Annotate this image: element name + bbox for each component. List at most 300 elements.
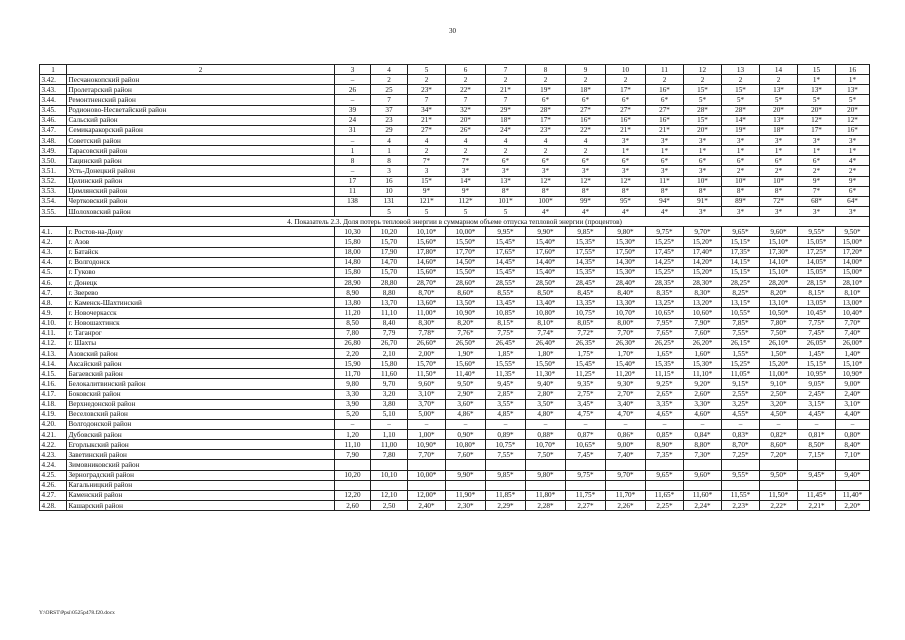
value-cell: 5 — [446, 206, 486, 216]
value-cell: 29 — [371, 125, 408, 135]
value-cell: 23 — [371, 115, 408, 125]
value-cell: 15,25* — [646, 267, 684, 277]
value-cell: 10* — [760, 176, 798, 186]
value-cell — [566, 480, 606, 490]
value-cell: 10,50* — [760, 308, 798, 318]
column-number: 3 — [335, 65, 371, 75]
value-cell: 1* — [836, 75, 870, 85]
value-cell: 26,80 — [335, 338, 371, 348]
row-number: 4.23. — [40, 450, 67, 460]
value-cell: 15,50* — [446, 267, 486, 277]
value-cell: 11,70 — [335, 369, 371, 379]
value-cell: 15,20* — [760, 359, 798, 369]
value-cell: 8,40* — [606, 288, 646, 298]
value-cell: 15,50* — [446, 237, 486, 247]
value-cell: 1,40* — [836, 348, 870, 358]
value-cell: 9,10* — [760, 379, 798, 389]
value-cell: 9,70* — [606, 470, 646, 480]
value-cell: 16* — [566, 115, 606, 125]
value-cell: 9,20* — [684, 379, 722, 389]
value-cell: 26,30* — [606, 338, 646, 348]
row-number: 4.25. — [40, 470, 67, 480]
value-cell: 2,70* — [606, 389, 646, 399]
value-cell: 2 — [486, 75, 526, 85]
row-number: 4.9. — [40, 308, 67, 318]
value-cell: 15,00* — [836, 267, 870, 277]
value-cell: – — [684, 419, 722, 429]
value-cell: 2,40* — [408, 501, 446, 511]
value-cell: 28,25* — [722, 277, 760, 287]
value-cell: 3,70* — [408, 399, 446, 409]
table-row — [40, 85, 870, 95]
value-cell: 1,50* — [760, 348, 798, 358]
value-cell: 3* — [684, 166, 722, 176]
value-cell: 2,23* — [722, 501, 760, 511]
value-cell: 14,25* — [646, 257, 684, 267]
value-cell: 21* — [646, 125, 684, 135]
value-cell: 2 — [446, 75, 486, 85]
section-row — [40, 217, 870, 227]
value-cell: 34* — [408, 105, 446, 115]
value-cell: 28,30* — [684, 277, 722, 287]
value-cell: 2* — [836, 166, 870, 176]
value-cell: 13,70 — [371, 298, 408, 308]
value-cell: 13,35* — [566, 298, 606, 308]
value-cell: 0,85* — [646, 430, 684, 440]
value-cell: 28,15* — [798, 277, 836, 287]
row-number: 3.43. — [40, 85, 67, 95]
value-cell: 11,75* — [566, 490, 606, 500]
value-cell: 13* — [760, 115, 798, 125]
value-cell: 3* — [798, 135, 836, 145]
value-cell: 10,10 — [371, 470, 408, 480]
column-number: 7 — [486, 65, 526, 75]
value-cell: 28,50* — [526, 277, 566, 287]
value-cell: 17,25* — [798, 247, 836, 257]
region-name: Кашарский район — [67, 501, 335, 511]
value-cell: 9,60* — [408, 379, 446, 389]
value-cell: 10,55* — [722, 308, 760, 318]
value-cell: 91* — [684, 196, 722, 206]
value-cell: 7,90* — [684, 318, 722, 328]
value-cell: 11,00* — [408, 308, 446, 318]
value-cell: 11,80* — [526, 490, 566, 500]
value-cell: 12* — [566, 176, 606, 186]
value-cell: 5 — [371, 206, 408, 216]
value-cell: 9,70 — [371, 379, 408, 389]
region-name: г. Таганрог — [67, 328, 335, 338]
value-cell: 9,40* — [836, 470, 870, 480]
value-cell: 6* — [526, 95, 566, 105]
column-number: 9 — [566, 65, 606, 75]
row-number: 4.12. — [40, 338, 67, 348]
value-cell: 7,70* — [408, 450, 446, 460]
value-cell: 10,80* — [526, 308, 566, 318]
value-cell: 26 — [335, 85, 371, 95]
value-cell: 27* — [646, 105, 684, 115]
value-cell: 5* — [836, 95, 870, 105]
table-row — [40, 430, 870, 440]
value-cell: 2,50* — [760, 389, 798, 399]
value-cell: 7* — [798, 186, 836, 196]
table-row — [40, 115, 870, 125]
value-cell: 4* — [836, 156, 870, 166]
value-cell: 16 — [371, 176, 408, 186]
value-cell: 4,55* — [722, 409, 760, 419]
value-cell: 16* — [646, 85, 684, 95]
value-cell: 10,80* — [446, 440, 486, 450]
value-cell: 99* — [566, 196, 606, 206]
table-row — [40, 227, 870, 237]
value-cell: 2 — [486, 146, 526, 156]
value-cell: – — [760, 419, 798, 429]
table-row — [40, 470, 870, 480]
row-number: 3.51. — [40, 166, 67, 176]
value-cell — [836, 460, 870, 470]
value-cell: 7,80* — [760, 318, 798, 328]
value-cell: 17,45* — [646, 247, 684, 257]
value-cell: 20* — [836, 105, 870, 115]
value-cell: 17,30* — [760, 247, 798, 257]
value-cell: 9,50* — [760, 470, 798, 480]
value-cell: 8 — [371, 156, 408, 166]
value-cell: 9,50* — [836, 227, 870, 237]
value-cell: 8,55* — [486, 288, 526, 298]
value-cell — [760, 460, 798, 470]
value-cell: 9,65* — [722, 227, 760, 237]
value-cell: 3,20 — [371, 389, 408, 399]
value-cell: 2* — [722, 166, 760, 176]
value-cell: 11,00* — [760, 369, 798, 379]
table-row — [40, 338, 870, 348]
value-cell: 28,20* — [760, 277, 798, 287]
region-name: г. Донецк — [67, 277, 335, 287]
value-cell: 3,35* — [646, 399, 684, 409]
value-cell: 11,20 — [335, 308, 371, 318]
value-cell: 26,50* — [446, 338, 486, 348]
table-row — [40, 419, 870, 429]
value-cell: 6* — [836, 186, 870, 196]
value-cell: 2 — [684, 75, 722, 85]
value-cell: – — [722, 419, 760, 429]
value-cell: 3* — [526, 166, 566, 176]
value-cell: 13,60* — [408, 298, 446, 308]
column-number: 11 — [646, 65, 684, 75]
row-number: 4.4. — [40, 257, 67, 267]
region-name: г. Гуково — [67, 267, 335, 277]
value-cell: – — [335, 95, 371, 105]
value-cell: 3* — [836, 135, 870, 145]
column-number: 10 — [606, 65, 646, 75]
region-name: Азовский район — [67, 348, 335, 358]
value-cell: 39 — [335, 105, 371, 115]
value-cell: 5* — [722, 95, 760, 105]
value-cell: – — [408, 419, 446, 429]
value-cell: 9,60* — [760, 227, 798, 237]
value-cell: 4,86* — [446, 409, 486, 419]
row-number: 3.50. — [40, 156, 67, 166]
value-cell: 8 — [335, 156, 371, 166]
value-cell: 6* — [566, 156, 606, 166]
value-cell: 17,35* — [722, 247, 760, 257]
value-cell: 7,60* — [684, 328, 722, 338]
value-cell: 15,20* — [684, 237, 722, 247]
value-cell: 2,45* — [798, 389, 836, 399]
value-cell: 2,26* — [606, 501, 646, 511]
value-cell: 1* — [646, 146, 684, 156]
value-cell: 17,50* — [606, 247, 646, 257]
value-cell: 2,20 — [335, 348, 371, 358]
value-cell: 24* — [486, 125, 526, 135]
value-cell: 7,85* — [722, 318, 760, 328]
value-cell: 4,45* — [798, 409, 836, 419]
value-cell: 4,75* — [566, 409, 606, 419]
value-cell: 7,70* — [836, 318, 870, 328]
value-cell: 7,95* — [646, 318, 684, 328]
table-row — [40, 440, 870, 450]
value-cell: 5,10 — [371, 409, 408, 419]
value-cell: 18* — [486, 115, 526, 125]
value-cell: 10,00* — [446, 227, 486, 237]
value-cell: 10,00* — [408, 470, 446, 480]
value-cell: 15,10* — [760, 267, 798, 277]
value-cell: 14,40* — [526, 257, 566, 267]
table-row — [40, 288, 870, 298]
value-cell — [408, 460, 446, 470]
value-cell: 15,40* — [526, 267, 566, 277]
region-name: Кагальницкий район — [67, 480, 335, 490]
value-cell: 2,40* — [836, 389, 870, 399]
value-cell: 17,90 — [371, 247, 408, 257]
value-cell: 15,30* — [684, 359, 722, 369]
value-cell: 9,75* — [646, 227, 684, 237]
table-row — [40, 196, 870, 206]
value-cell: 3* — [760, 135, 798, 145]
value-cell — [722, 480, 760, 490]
value-cell: 2,65* — [646, 389, 684, 399]
value-cell: 10,90* — [836, 369, 870, 379]
row-number: 3.53. — [40, 186, 67, 196]
value-cell: 13* — [836, 85, 870, 95]
value-cell — [446, 480, 486, 490]
file-path-footer: Y:\ORST\Ppsi\0525p478.f20.docx — [39, 610, 115, 616]
value-cell: 10,75* — [486, 440, 526, 450]
value-cell: 16* — [646, 115, 684, 125]
value-cell: 2 — [760, 75, 798, 85]
table-row — [40, 298, 870, 308]
region-name: Зимовниковский район — [67, 460, 335, 470]
value-cell: 15,35* — [566, 237, 606, 247]
value-cell: 9,85* — [566, 227, 606, 237]
value-cell: 15,15* — [722, 237, 760, 247]
table-row — [40, 369, 870, 379]
value-cell — [606, 460, 646, 470]
region-name: Багаевский район — [67, 369, 335, 379]
region-name: Аксайский район — [67, 359, 335, 369]
value-cell: 2,21* — [798, 501, 836, 511]
value-cell: 15,70* — [408, 359, 446, 369]
region-name: Тарасовский район — [67, 146, 335, 156]
value-cell: – — [486, 419, 526, 429]
region-name: Верхнедонской район — [67, 399, 335, 409]
value-cell: 15,40* — [606, 359, 646, 369]
value-cell: – — [646, 419, 684, 429]
value-cell: 2* — [760, 166, 798, 176]
value-cell: 2 — [722, 75, 760, 85]
value-cell: 9,90* — [446, 470, 486, 480]
value-cell: 10,75* — [566, 308, 606, 318]
value-cell: 11,60* — [684, 490, 722, 500]
value-cell: 11,55* — [722, 490, 760, 500]
table-row — [40, 480, 870, 490]
value-cell: 10,20 — [371, 227, 408, 237]
value-cell: 15,35* — [646, 359, 684, 369]
value-cell: 13,05* — [798, 298, 836, 308]
value-cell: 3* — [646, 135, 684, 145]
value-cell: 2,60* — [684, 389, 722, 399]
value-cell: 15,50* — [526, 359, 566, 369]
value-cell: 8* — [566, 186, 606, 196]
value-cell: 10,30 — [335, 227, 371, 237]
value-cell: 21* — [606, 125, 646, 135]
value-cell: 6* — [526, 156, 566, 166]
value-cell: 15,15* — [798, 359, 836, 369]
table-row — [40, 318, 870, 328]
value-cell: 15,05* — [798, 237, 836, 247]
value-cell: 0,84* — [684, 430, 722, 440]
value-cell: 5* — [684, 95, 722, 105]
value-cell: 2,90* — [446, 389, 486, 399]
value-cell: 9,90* — [526, 227, 566, 237]
region-name: Зерноградский район — [67, 470, 335, 480]
value-cell: 8,35* — [646, 288, 684, 298]
value-cell: 15,80 — [371, 359, 408, 369]
value-cell: 17,20* — [836, 247, 870, 257]
table-row — [40, 186, 870, 196]
value-cell: 15,60* — [446, 359, 486, 369]
value-cell: 3,25* — [722, 399, 760, 409]
value-cell: 3* — [798, 206, 836, 216]
value-cell — [798, 460, 836, 470]
value-cell: 9,80* — [526, 470, 566, 480]
region-name: Егорлыкский район — [67, 440, 335, 450]
value-cell: 3,10* — [836, 399, 870, 409]
row-number: 3.42. — [40, 75, 67, 85]
value-cell: 0,80* — [836, 430, 870, 440]
value-cell: 13,00* — [836, 298, 870, 308]
value-cell: 7 — [446, 95, 486, 105]
value-cell: 3 — [371, 166, 408, 176]
value-cell: 8,45* — [566, 288, 606, 298]
region-name: Боковский район — [67, 389, 335, 399]
table-row — [40, 389, 870, 399]
value-cell: 4* — [646, 206, 684, 216]
value-cell: 11,90* — [446, 490, 486, 500]
value-cell: 2,28* — [526, 501, 566, 511]
value-cell: 28,70* — [408, 277, 446, 287]
row-number: 4.27. — [40, 490, 67, 500]
value-cell: 9,80 — [335, 379, 371, 389]
region-name: г. Новошахтинск — [67, 318, 335, 328]
value-cell: 0,86* — [606, 430, 646, 440]
value-cell: 3,30 — [335, 389, 371, 399]
value-cell: 8,40 — [371, 318, 408, 328]
value-cell: – — [606, 419, 646, 429]
row-number: 4.6. — [40, 277, 67, 287]
value-cell: 8,90* — [646, 440, 684, 450]
value-cell: 28* — [526, 105, 566, 115]
value-cell: 14,60* — [408, 257, 446, 267]
value-cell: 3* — [722, 206, 760, 216]
value-cell: 8* — [646, 186, 684, 196]
value-cell: 7,50* — [760, 328, 798, 338]
value-cell: 2,55* — [722, 389, 760, 399]
value-cell — [836, 480, 870, 490]
value-cell: 9,45* — [798, 470, 836, 480]
row-number: 4.13. — [40, 348, 67, 358]
value-cell — [335, 206, 371, 216]
value-cell: 13,30* — [606, 298, 646, 308]
value-cell: 9,70* — [684, 227, 722, 237]
value-cell: 20* — [446, 115, 486, 125]
value-cell: 26,20* — [684, 338, 722, 348]
value-cell: 15,90 — [335, 359, 371, 369]
column-number: 2 — [67, 65, 335, 75]
value-cell: 14* — [722, 115, 760, 125]
table-row — [40, 75, 870, 85]
value-cell: 17* — [526, 115, 566, 125]
value-cell: 12* — [606, 176, 646, 186]
value-cell: 1* — [798, 146, 836, 156]
value-cell: 0,90* — [446, 430, 486, 440]
value-cell: 3* — [566, 166, 606, 176]
value-cell: 17* — [798, 125, 836, 135]
value-cell: 4* — [606, 206, 646, 216]
value-cell — [526, 480, 566, 490]
value-cell: 0,81* — [798, 430, 836, 440]
value-cell: 15,70 — [371, 237, 408, 247]
row-number: 3.45. — [40, 105, 67, 115]
row-number: 4.28. — [40, 501, 67, 511]
value-cell: 1* — [606, 146, 646, 156]
value-cell: 138 — [335, 196, 371, 206]
value-cell: 18* — [760, 125, 798, 135]
column-number: 6 — [446, 65, 486, 75]
value-cell: 15,70 — [371, 267, 408, 277]
value-cell: 18* — [566, 85, 606, 95]
value-cell: 27* — [566, 105, 606, 115]
value-cell: 26,00* — [836, 338, 870, 348]
value-cell: 12,00* — [408, 490, 446, 500]
value-cell: 3* — [486, 166, 526, 176]
value-cell: 9,95* — [486, 227, 526, 237]
region-name: Веселовский район — [67, 409, 335, 419]
value-cell: 21* — [408, 115, 446, 125]
value-cell: 8* — [684, 186, 722, 196]
value-cell: 7 — [486, 95, 526, 105]
value-cell: 10,10* — [408, 227, 446, 237]
value-cell: 11,85* — [486, 490, 526, 500]
region-name: Чертковский район — [67, 196, 335, 206]
row-number: 3.52. — [40, 176, 67, 186]
value-cell: 1* — [722, 146, 760, 156]
value-cell: 7,50* — [526, 450, 566, 460]
region-name: Шолоховский район — [67, 206, 335, 216]
value-cell: 11,10 — [335, 440, 371, 450]
value-cell: – — [446, 419, 486, 429]
value-cell: 11,10 — [371, 308, 408, 318]
region-name: г. Зверево — [67, 288, 335, 298]
